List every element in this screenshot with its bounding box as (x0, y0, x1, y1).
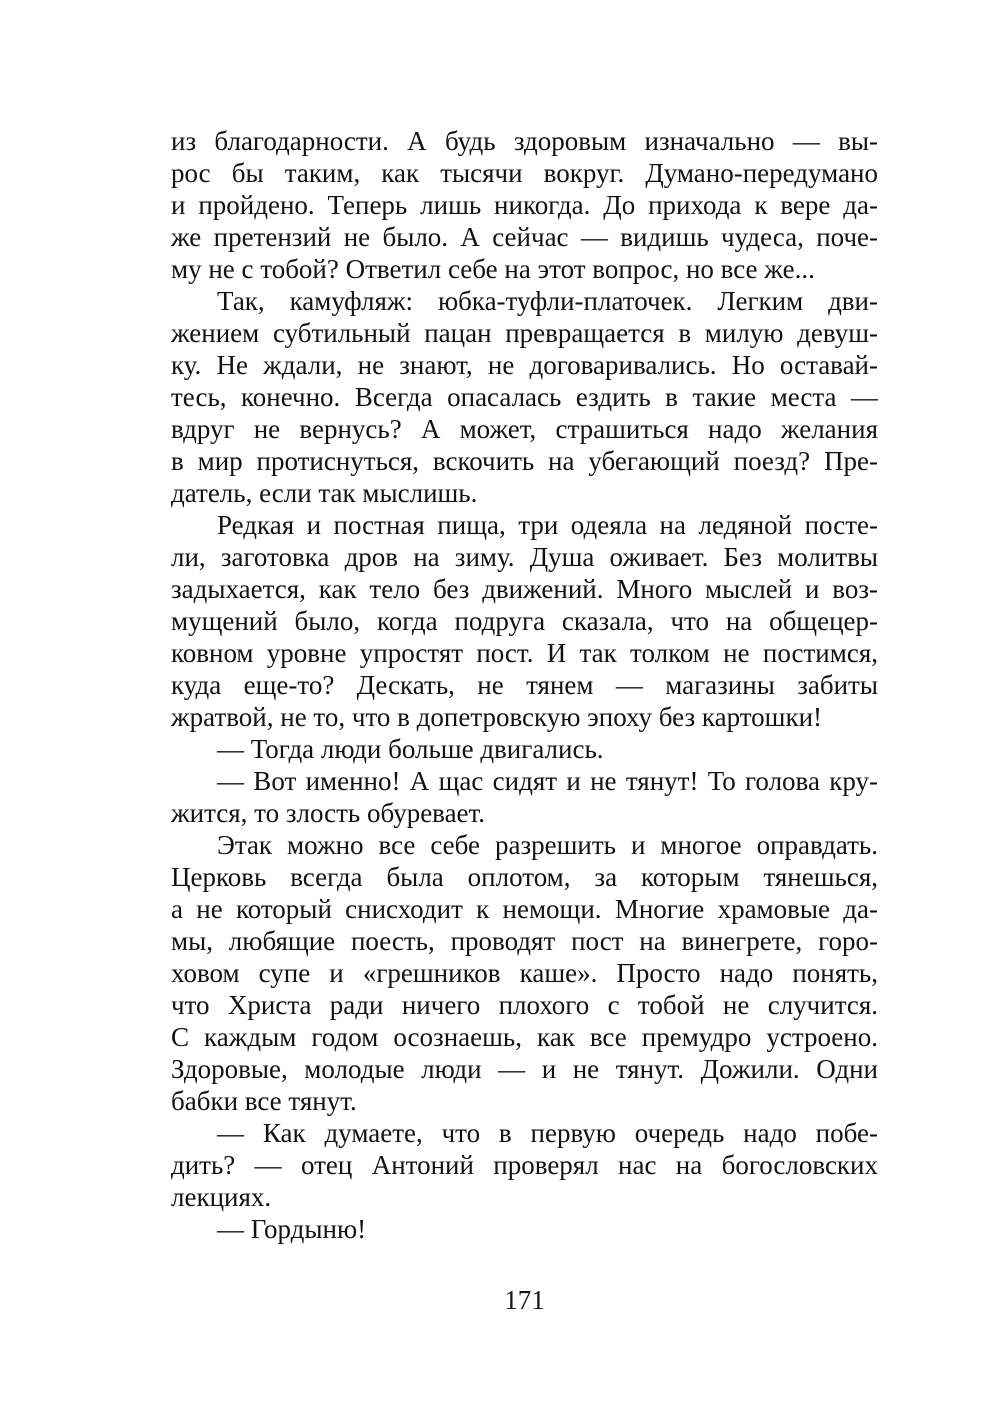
text-line: — Гордыню! (217, 1214, 367, 1244)
page-number: 171 (504, 1285, 545, 1315)
text-line: и пройдено. Теперь лишь никогда. До прихода к вере да- (171, 190, 878, 220)
text-line: му не с тобой? Ответил себе на этот вопрос, но все же... (171, 254, 815, 284)
text-line: мы, любящие поесть, проводят пост на винегрете, горо- (171, 926, 878, 956)
text-line: дить? — отец Антоний проверял нас на богословских (171, 1150, 878, 1180)
paragraph (171, 829, 878, 1117)
text-line: мущений было, когда подруга сказала, что на общецер- (171, 606, 878, 636)
text-line: — Тогда люди больше двигались. (217, 734, 604, 764)
text-line: ли, заготовка дров на зиму. Душа оживает. Без молитвы (171, 542, 878, 572)
text-line: задыхается, как тело без движений. Много мыслей и воз- (171, 574, 878, 604)
text-line: из благодарности. А будь здоровым изначально — вы- (171, 126, 878, 156)
text-line: Этак можно все себе разрешить и многое оправдать. (217, 830, 878, 860)
text-line: куда еще-то? Дескать, не тянем — магазины забиты (171, 670, 878, 700)
text-line: — Вот именно! А щас сидят и не тянут! То голова кру- (217, 766, 878, 796)
paragraph (171, 285, 878, 509)
paragraph (171, 733, 878, 765)
text-line: датель, если так мыслишь. (171, 478, 478, 508)
text-line: жится, то злость обуревает. (171, 798, 486, 828)
text-line: ховом супе и «грешников каше». Просто надо понять, (171, 958, 878, 988)
page-text-block (171, 125, 878, 1245)
text-line: жением субтильный пацан превращается в милую девуш- (171, 318, 878, 348)
text-line: Церковь всегда была оплотом, за которым тянешься, (171, 862, 878, 892)
paragraph (171, 1117, 878, 1213)
text-line: — Как думаете, что в первую очередь надо побе- (217, 1118, 878, 1148)
text-line: бабки все тянут. (171, 1086, 357, 1116)
text-line: ковном уровне упростят пост. И так толком не постимся, (171, 638, 878, 668)
text-line: тесь, конечно. Всегда опасалась ездить в такие места — (171, 382, 878, 412)
paragraph (171, 509, 878, 733)
text-line: рос бы таким, как тысячи вокруг. Думано-передумано (171, 158, 878, 188)
paragraph (171, 1213, 878, 1245)
text-line: Здоровые, молодые люди — и не тянут. Дожили. Одни (171, 1054, 878, 1084)
text-line: Так, камуфляж: юбка-туфли-платочек. Легким дви- (217, 286, 878, 316)
text-line: С каждым годом осознаешь, как все премудро устроено. (171, 1022, 878, 1052)
text-line: что Христа ради ничего плохого с тобой не случится. (171, 990, 878, 1020)
text-line: жратвой, не то, что в допетровскую эпоху без картошки! (171, 702, 823, 732)
paragraph (171, 765, 878, 829)
text-line: же претензий не было. А сейчас — видишь чудеса, поче- (171, 222, 878, 252)
text-line: лекциях. (171, 1182, 272, 1212)
text-line: Редкая и постная пища, три одеяла на ледяной посте- (217, 510, 878, 540)
text-line: в мир протиснуться, вскочить на убегающий поезд? Пре- (171, 446, 878, 476)
text-line: а не который снисходит к немощи. Многие храмовые да- (171, 894, 878, 924)
text-line: ку. Не ждали, не знают, не договаривались. Но оставай- (171, 350, 878, 380)
text-line: вдруг не вернусь? А может, страшиться надо желания (171, 414, 878, 444)
paragraph (171, 125, 878, 285)
